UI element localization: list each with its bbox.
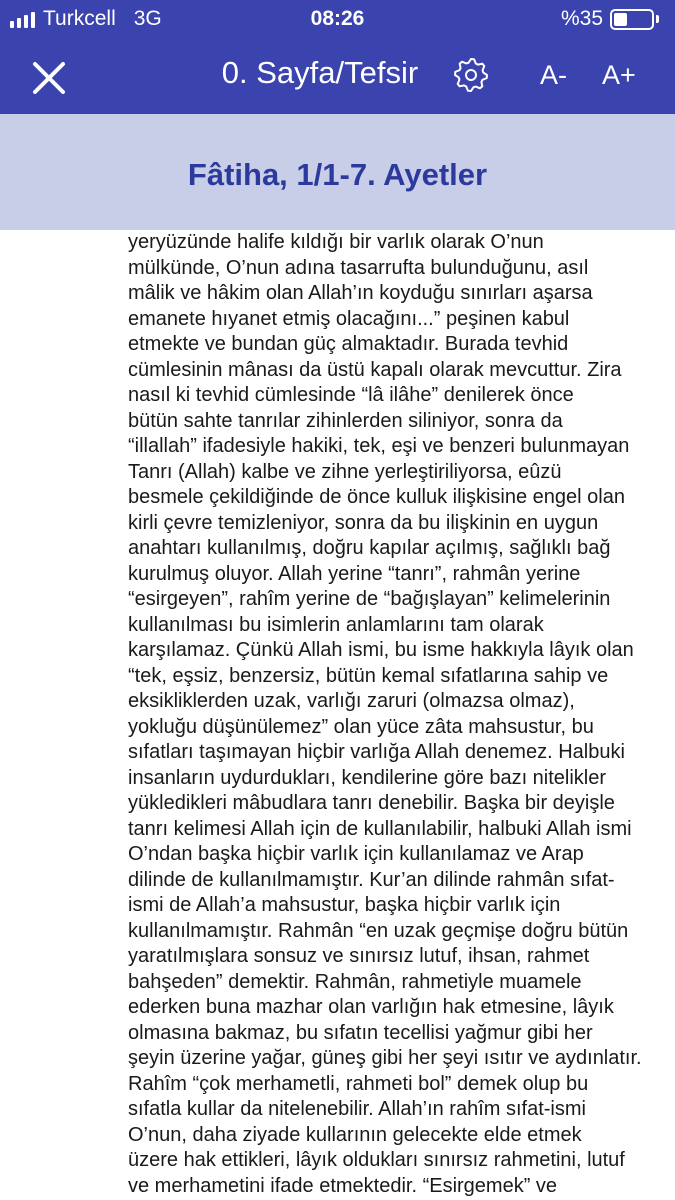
text-line: nasıl ki tevhid cümlesinde “lâ ilâhe” denilerek önce (128, 384, 574, 406)
close-icon (26, 55, 72, 101)
battery-fill (614, 13, 627, 26)
text-line: ismi de Allah’a mahsustur, başka hiçbir varlık için (128, 894, 561, 916)
text-line: mülkünde, O’nun adına tasarrufta bulunduğunu, asıl (128, 256, 589, 279)
tafsir-text[interactable] (128, 230, 658, 1200)
text-line: kurulmuş oluyor. Allah yerine “tanrı”, rahmân yerine (128, 562, 581, 585)
text-line: anahtarı kullanılmış, doğru kapılar açılmış, sağlıklı bağ (128, 537, 611, 559)
carrier-name: Turkcell (43, 7, 116, 30)
text-line: ederken buna mazhar olan varlığın hak etmesine, lâyık (128, 996, 614, 1018)
text-line: üzere hak ettikleri, lâyık oldukları sınırsız rahmetini, lutuf (128, 1149, 625, 1171)
text-line: kirli çevre temizleniyor, sonra da bu ilişkinin en uygun (128, 511, 599, 534)
text-line: kullanılmamıştır. Rahmân “en uzak geçmişe doğru bütün (128, 919, 629, 942)
text-line: sıfatları taşımayan hiçbir varlığa Allah denemez. Halbuki (128, 741, 625, 763)
battery-percentage: %35 (560, 7, 603, 30)
text-line: yeryüzünde halife kıldığı bir varlık olarak O’nun (128, 231, 544, 253)
gear-icon (452, 56, 490, 94)
text-line: O’nun, daha ziyade kullarının gelecekte elde etmek (128, 1123, 582, 1146)
text-line: etmekte ve bundan güç almaktadır. Burada tevhid (128, 333, 569, 355)
text-line: O’ndan başka hiçbir varlık için kullanılamaz ve Arap (128, 843, 584, 865)
text-line: cümlesinin mânası da üstü kapalı olarak mevcuttur. Zira (128, 358, 622, 381)
text-line: yaratılmışlara sonsuz ve sınırsız lutuf, ihsan, rahmet (128, 945, 590, 967)
text-line: karşılamaz. Çünkü Allah ismi, bu isme hakkıyla lâyık olan (128, 639, 634, 661)
text-line: eksikliklerden uzak, varlığı zaruri (olmazsa olmaz), (128, 690, 575, 712)
text-line: bütün sahte tanrılar zihinlerden siliniyor, sonra da (128, 409, 563, 432)
text-line: kullanılması bu isimlerin anlamlarını tam olarak (128, 613, 544, 636)
battery-nub (656, 15, 659, 23)
text-line: besmele çekildiğinde de önce kulluk ilişkisine engel olan (128, 486, 625, 508)
status-right (561, 7, 659, 31)
text-line: mâlik ve hâkim olan Allah’ın koyduğu sınırları aşarsa (128, 282, 593, 304)
text-line: bahşeden” demektir. Rahmân, rahmetiyle muamele (128, 970, 582, 993)
battery-icon (610, 9, 654, 30)
text-line: Rahîm “çok merhametli, rahmeti bol” demek olup bu (128, 1072, 589, 1095)
settings-button[interactable] (452, 56, 490, 94)
text-line: emanete hıyanet etmiş olacağını...” peşinen kabul (128, 307, 570, 330)
text-line: yükledikleri mâbudlara tanrı denebilir. Başka bir deyişle (128, 792, 615, 814)
section-header (0, 114, 675, 230)
text-line: dilinde de kullanılmamıştır. Kur’an dilinde rahmân sıfat- (128, 868, 615, 891)
font-decrease-button[interactable]: A- (540, 60, 567, 90)
text-line: Tanrı (Allah) kalbe ve zihne yerleştiriliyorsa, eûzü (128, 460, 562, 483)
nav-bar (0, 40, 675, 114)
network-type: 3G (133, 7, 162, 30)
status-time: 08:26 (310, 7, 365, 30)
section-title: Fâtiha, 1/1-7. Ayetler (187, 157, 488, 192)
text-line: sıfatla kullar da nitelenebilir. Allah’ın rahîm sıfat-ismi (128, 1098, 586, 1120)
page-title: 0. Sayfa/Tefsir (221, 55, 419, 90)
text-line: ve merhametini ifade etmektedir. “Esirgemek” ve (128, 1174, 558, 1197)
status-bar (0, 0, 675, 38)
text-line: “esirgeyen”, rahîm yerine de “bağışlayan” kelimelerinin (128, 588, 611, 610)
text-line: şeyin üzerine yağar, güneş gibi her şeyi ısıtır ve aydınlatır. (128, 1047, 642, 1069)
text-line: yokluğu düşünülemez” olan yüce zâta mahsustur, bu (128, 715, 594, 738)
text-line: tanrı kelimesi Allah için de kullanılabilir, halbuki Allah ismi (128, 817, 632, 840)
text-line: insanların uydurdukları, kendilerine göre bazı nitelikler (128, 766, 607, 789)
font-increase-button[interactable]: A+ (602, 60, 636, 90)
text-line: olmasına bakmaz, bu sıfatın tecellisi yağmur gibi her (128, 1021, 593, 1044)
text-line: “tek, eşsiz, benzersiz, bütün kemal sıfatlarına sahip ve (128, 664, 609, 687)
text-line: “illallah” ifadesiyle hakiki, tek, eşi ve benzeri bulunmayan (128, 435, 630, 457)
close-button[interactable] (26, 55, 72, 101)
